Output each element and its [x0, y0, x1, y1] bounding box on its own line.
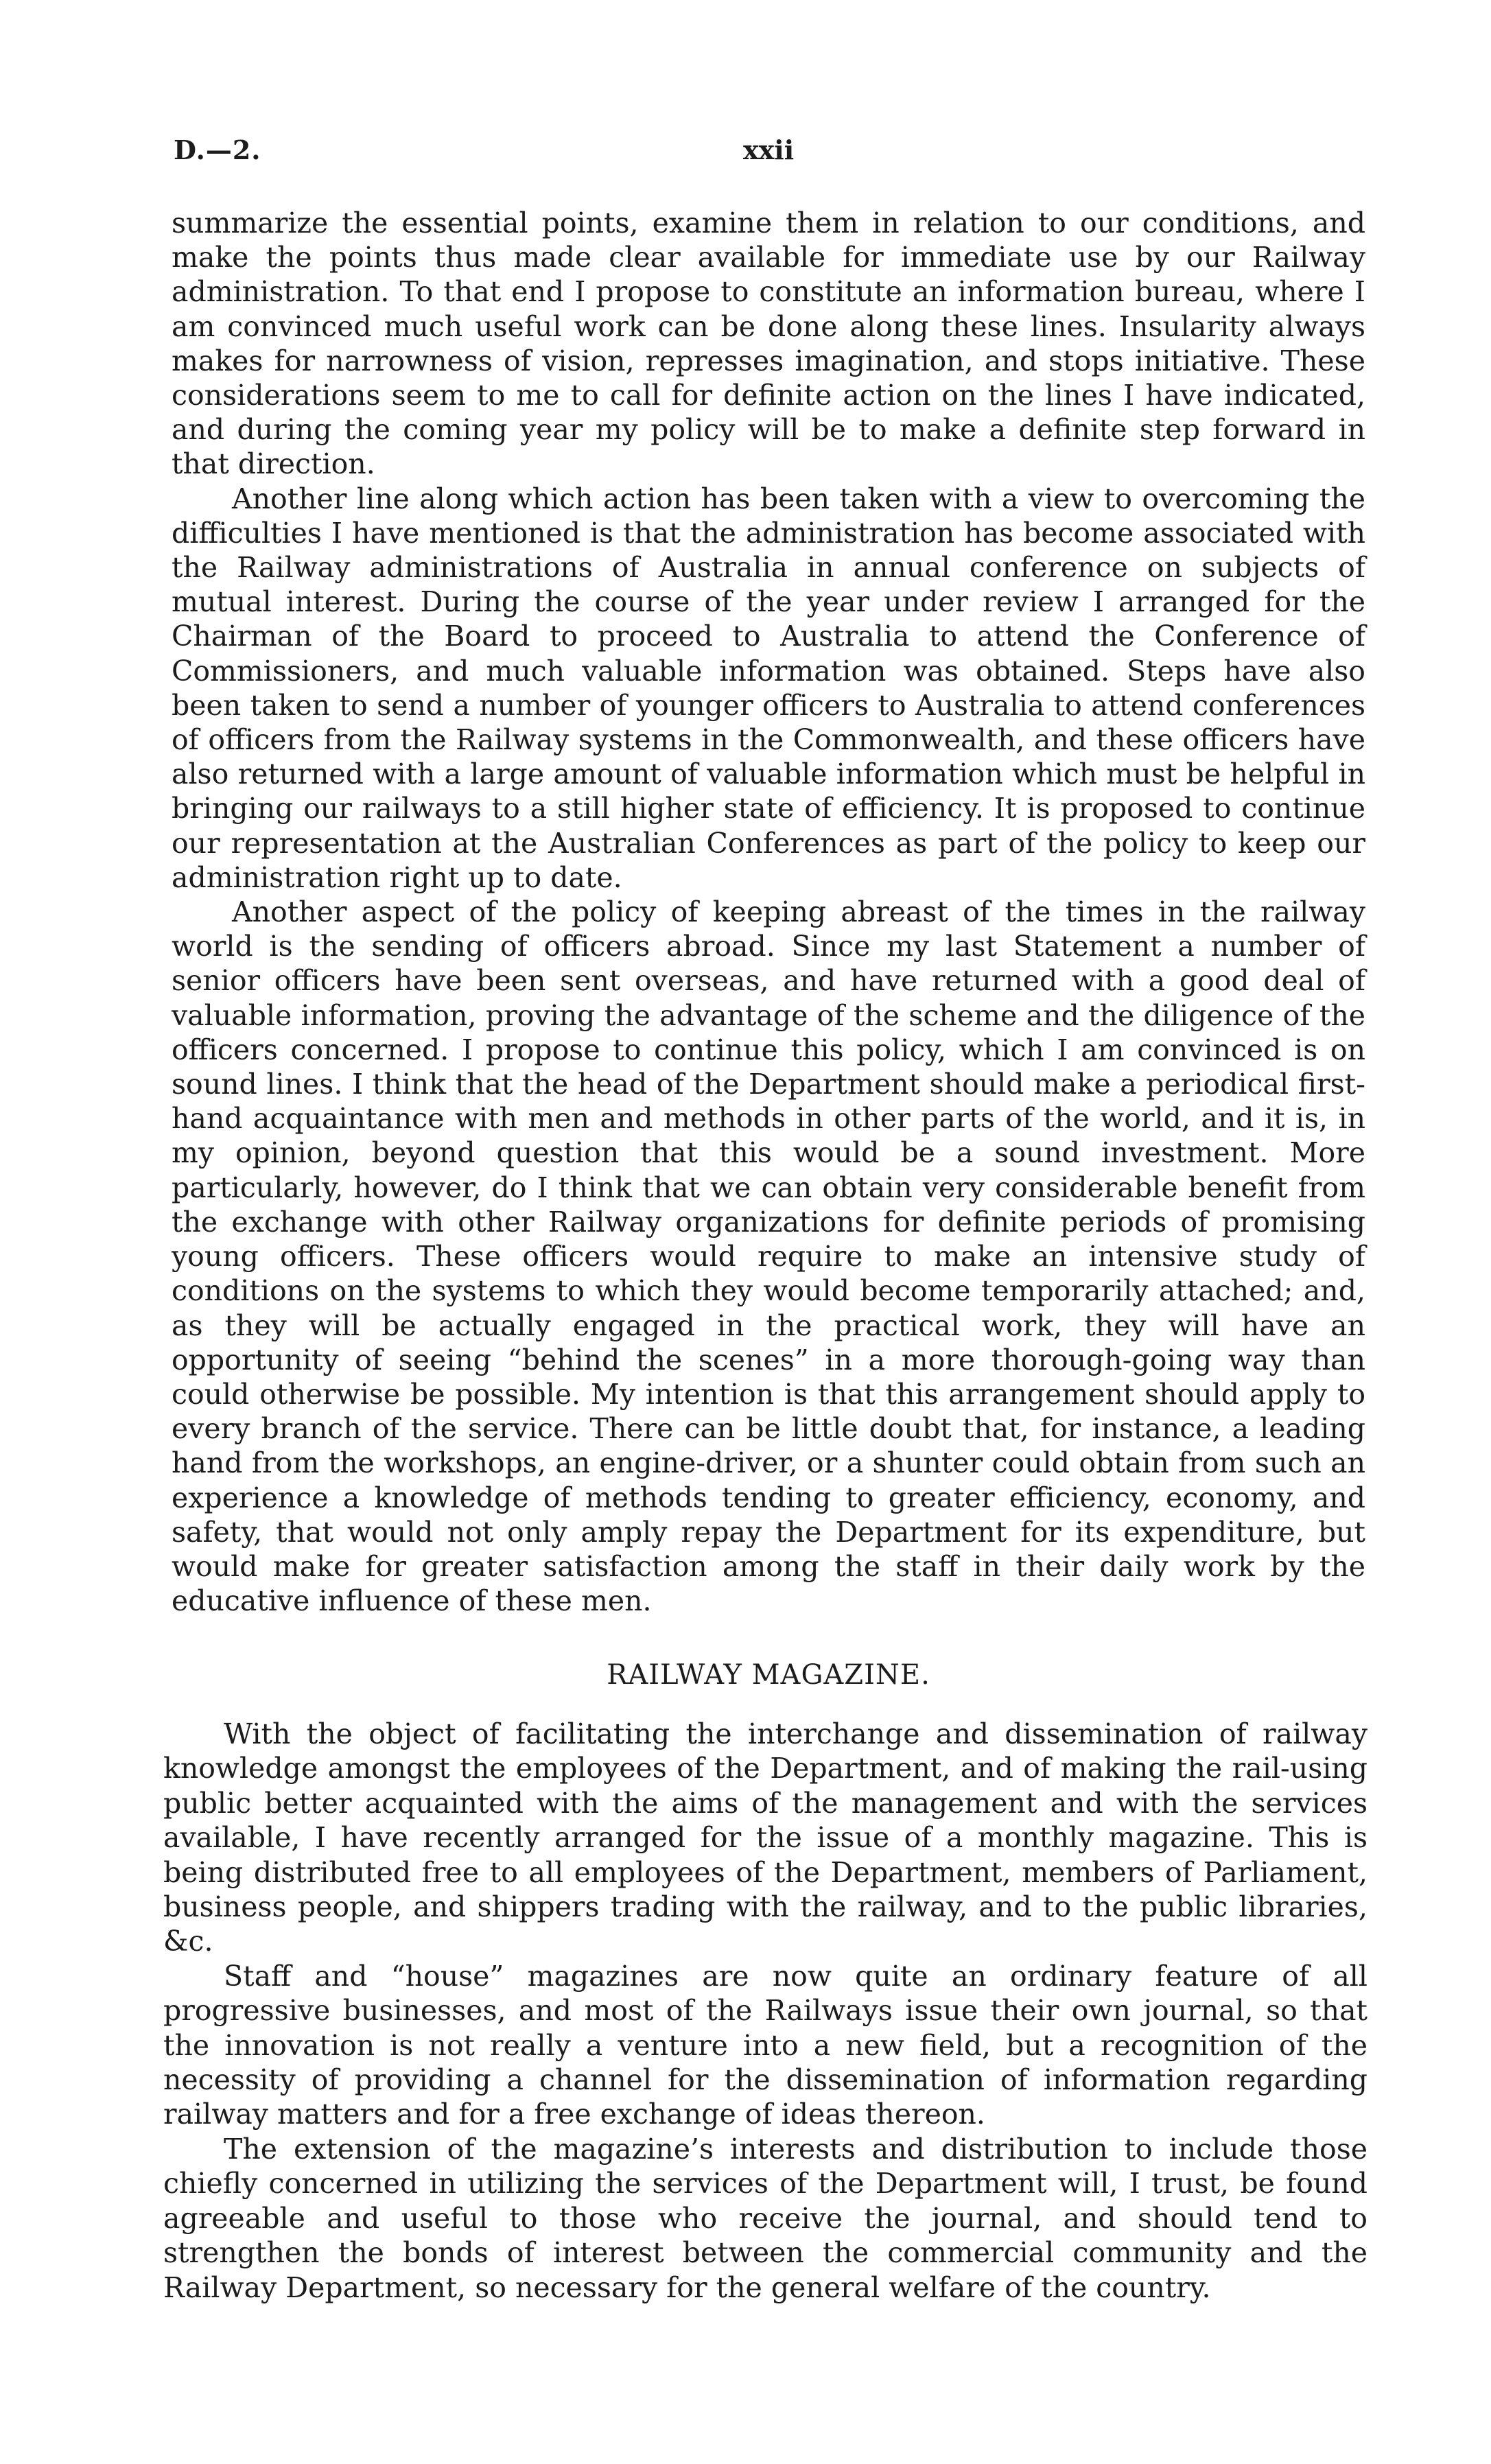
paragraph: With the object of facilitating the interchange and dissemination of railway knowledge amongst the employees of the Department, and of making the rail-using public better acquainted with the aims of the management and with the services available, I have recently arranged for the issue of a monthly magazine. This is being distributed free to all employees of the Department, members of Parliament, business people, and shippers trading with the railway, and to the public libraries, &c. — [163, 1717, 1367, 1958]
paragraph: The extension of the magazine’s interests and distribution to include those chiefly concerned in utilizing the services of the Department will, I trust, be found agreeable and useful to those who receive the journal, and should tend to strengthen the bonds of interest between the commercial community and the Railway Department, so necessary for the general welfare of the country. — [163, 2132, 1367, 2304]
page-header — [174, 134, 1364, 176]
paragraph: Another line along which action has been taken with a view to overcoming the difficulties I have mentioned is that the administration has become associated with the Railway administrations of Australia in annual conference on subjects of mutual interest. During the course of the year under review I arranged for the Chairman of the Board to proceed to Australia to attend the Conference of Commissioners, and much valuable information was obtained. Steps have also been taken to send a number of younger officers to Australia to attend conferences of officers from the Railway systems in the Commonwealth, and these officers have also returned with a large amount of valuable information which must be helpful in bringing our railways to a still higher state of efficiency. It is proposed to continue our representation at the Australian Conferences as part of the policy to keep our administration right up to date. — [172, 482, 1365, 894]
paragraph: Another aspect of the policy of keeping abreast of the times in the railway world is the sending of officers abroad. Since my last Statement a number of senior officers have been sent overseas, and have returned with a good deal of valuable information, proving the advantage of the scheme and the diligence of the officers concerned. I propose to continue this policy, which I am convinced is on sound lines. I think that the head of the Department should make a periodical first-hand acquaintance with men and methods in other parts of the world, and it is, in my opinion, beyond question that this would be a sound investment. More particularly, however, do I think that we can obtain very considerable benefit from the exchange with other Railway organizations for definite periods of promising young officers. These officers would require to make an intensive study of conditions on the systems to which they would become temporarily attached; and, as they will be actually engaged in the practical work, they will have an opportunity of seeing “behind the scenes” in a more thorough-going way than could otherwise be possible. My intention is that this arrangement should apply to every branch of the service. There can be little doubt that, for instance, a leading hand from the workshops, an engine-driver, or a shunter could obtain from such an experience a knowledge of methods tending to greater efficiency, economy, and safety, that would not only amply repay the Department for its expenditure, but would make for greater satisfaction among the staff in their daily work by the educative influence of these men. — [172, 895, 1365, 1618]
section-body — [163, 1717, 1367, 2305]
section-title: RAILWAY MAGAZINE. — [607, 1659, 930, 1691]
document-reference: D.—2. — [174, 134, 261, 165]
page-number: xxii — [743, 134, 795, 165]
paragraph: summarize the essential points, examine them in relation to our conditions, and make the points thus made clear available for immediate use by our Railway administration. To that end I propose to constitute an information bureau, where I am convinced much useful work can be done along these lines. Insularity always makes for narrowness of vision, represses imagination, and stops initiative. These considerations seem to me to call for definite action on the lines I have indicated, and during the coming year my policy will be to make a definite step forward in that direction. — [172, 207, 1365, 481]
paragraph: Staff and “house” magazines are now quite an ordinary feature of all progressive businesses, and most of the Railways issue their own journal, so that the innovation is not really a venture into a new field, but a recognition of the necessity of providing a channel for the dissemination of information regarding railway matters and for a free exchange of ideas thereon. — [163, 1959, 1367, 2131]
body-text — [172, 206, 1365, 1618]
